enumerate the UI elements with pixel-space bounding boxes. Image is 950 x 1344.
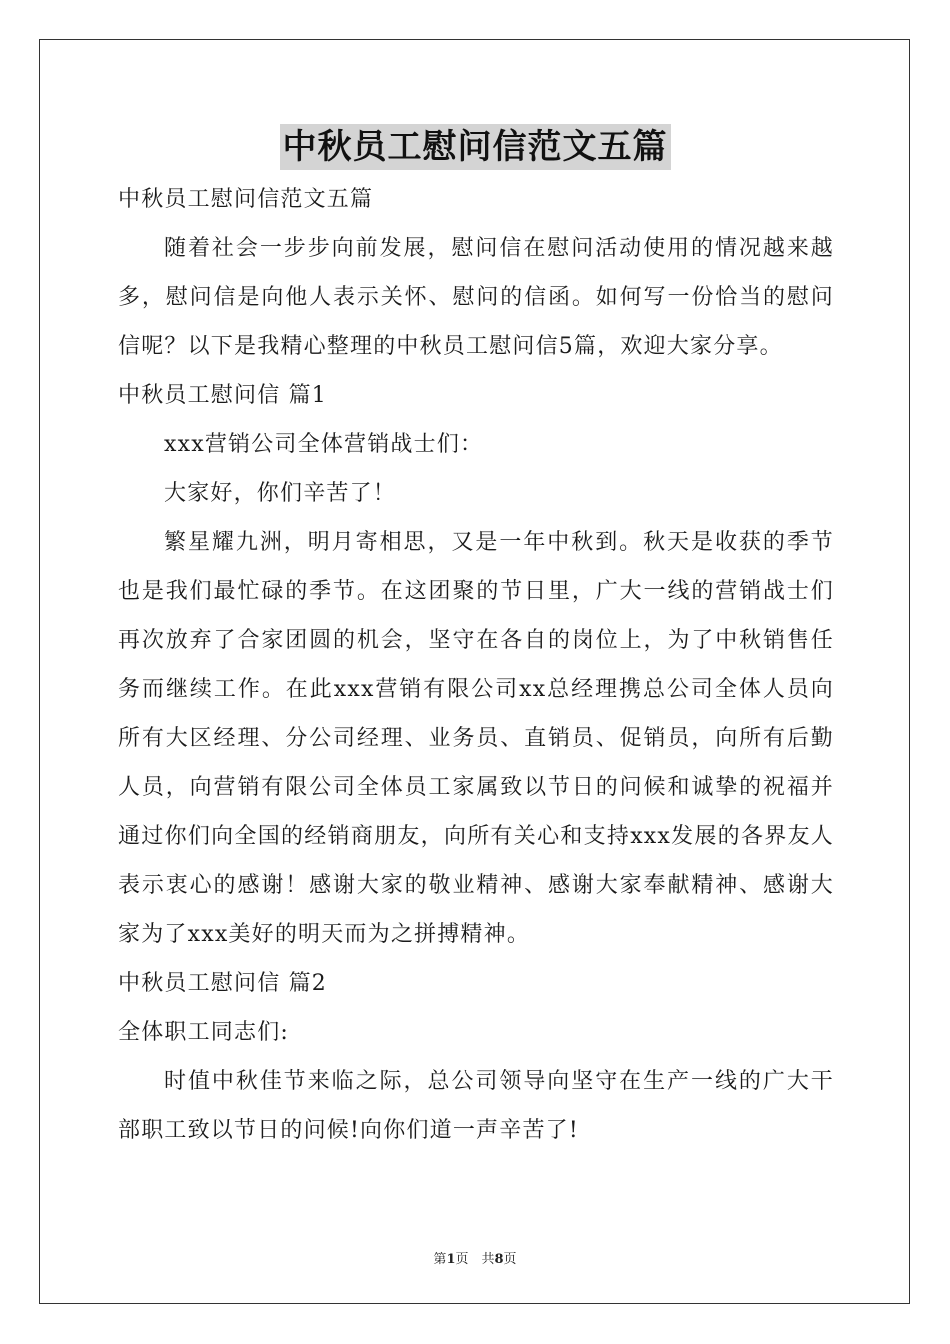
greeting-1: 大家好，你们辛苦了！ [164, 481, 397, 506]
section-heading-1: 中秋员工慰问信 篇1 [118, 383, 327, 408]
body-paragraph-2: 时值中秋佳节来临之际，总公司领导向坚守在生产一线的广大干部职工致以节日的问候!向你们道一声辛苦了! [118, 1069, 834, 1143]
footer-prefix: 第 [433, 1252, 447, 1267]
footer-mid: 页 共 [455, 1252, 495, 1267]
footer-total-pages: 8 [494, 1252, 504, 1267]
page-footer [0, 1248, 950, 1267]
body-paragraph-1: 繁星耀九洲，明月寄相思，又是一年中秋到。秋天是收获的季节也是我们最忙碌的季节。在这团聚的节日里，广大一线的营销战士们再次放弃了合家团圆的机会，坚守在各自的岗位上，为了中秋销售任务而继续工作。在此xxx营销有限公司xx总经理携总公司全体人员向所有大区经理、分公司经理、业务员、直销员、促销员，向所有后勤人员，向营销有限公司全体员工家属致以节日的问候和诚挚的祝福并通过你们向全国的经销商朋友，向所有关心和支持xxx发展的各界友人表示衷心的感谢！感谢大家的敬业精神、感谢大家奉献精神、感谢大家为了xxx美好的明天而为之拼搏精神。 [118, 530, 834, 947]
intro-heading: 中秋员工慰问信范文五篇 [118, 187, 374, 212]
document-body [118, 175, 834, 1155]
document-title: 中秋员工慰问信范文五篇 [280, 124, 671, 170]
footer-suffix: 页 [503, 1252, 517, 1267]
intro-paragraph: 随着社会一步步向前发展，慰问信在慰问活动使用的情况越来越多，慰问信是向他人表示关怀、慰问的信函。如何写一份恰当的慰问信呢？以下是我精心整理的中秋员工慰问信5篇，欢迎大家分享。 [118, 236, 834, 359]
salutation-2: 全体职工同志们: [118, 1020, 290, 1045]
footer-current-page: 1 [446, 1252, 456, 1267]
section-heading-2: 中秋员工慰问信 篇2 [118, 971, 327, 996]
title-wrap [0, 124, 950, 170]
salutation-1: xxx营销公司全体营销战士们： [164, 432, 484, 457]
